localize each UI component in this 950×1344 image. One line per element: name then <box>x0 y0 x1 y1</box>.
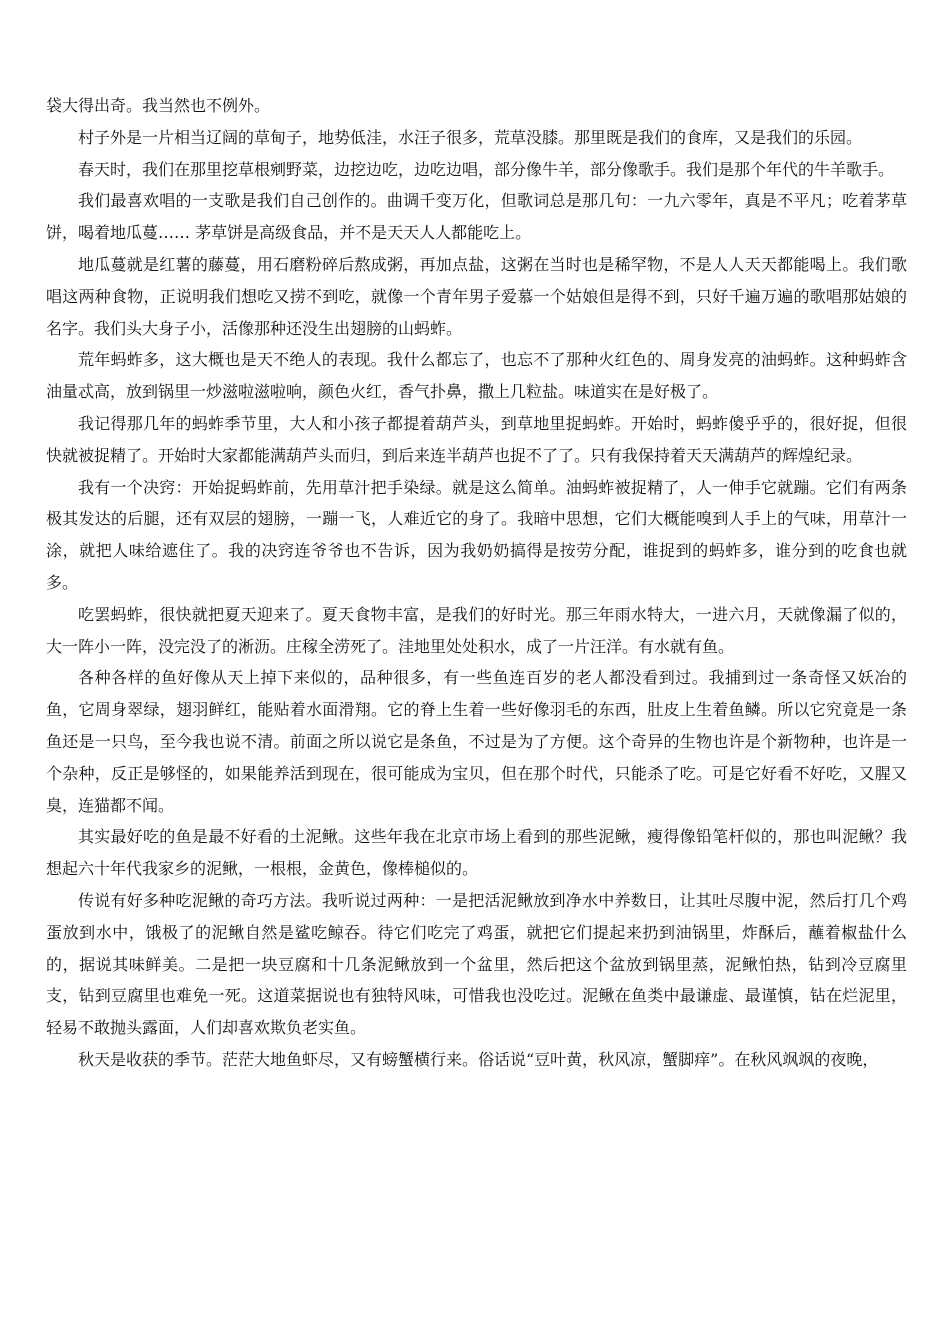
paragraph: 春天时，我们在那里挖草根剜野菜，边挖边吃，边吃边唱，部分像牛羊，部分像歌手。我们是那个年代的牛羊歌手。 <box>78 159 895 179</box>
paragraph: 我有一个决窍：开始捉蚂蚱前，先用草汁把手染绿。就是这么简单。油蚂蚱被捉精了，人一伸手它就蹦。它们有两条极其发达的后腿，还有双层的翅膀，一蹦一飞，人难近它的身了。我暗中思想，它们大概能嗅到人手上的气味，用草汁一涂，就把人味给遮住了。我的决窍连爷爷也不告诉，因为我奶奶搞得是按劳分配，谁捉到的蚂蚱多，谁分到的吃食也就多。 <box>46 477 907 592</box>
document-body <box>46 90 907 1076</box>
paragraph: 我记得那几年的蚂蚱季节里，大人和小孩子都提着葫芦头，到草地里捉蚂蚱。开始时，蚂蚱傻乎乎的，很好捉，但很快就被捉精了。开始时大家都能满葫芦头而归，到后来连半葫芦也捉不了了。只有我保持着天天满葫芦的辉煌纪录。 <box>46 413 907 465</box>
paragraph: 袋大得出奇。我当然也不例外。 <box>46 96 271 115</box>
paragraph: 传说有好多种吃泥鳅的奇巧方法。我听说过两种：一是把活泥鳅放到净水中养数日，让其吐尽腹中泥，然后打几个鸡蛋放到水中，饿极了的泥鳅自然是鲨吃鲸吞。待它们吃完了鸡蛋，就把它们提起来扔到油锅里，炸酥后，蘸着椒盐什么的，据说其味鲜美。二是把一块豆腐和十几条泥鳅放到一个盆里，然后把这个盆放到锅里蒸，泥鳅怕热，钻到冷豆腐里支，钻到豆腐里也难免一死。这道菜据说也有独特风味，可惜我也没吃过。泥鳅在鱼类中最谦虚、最谨慎，钻在烂泥里，轻易不敢抛头露面，人们却喜欢欺负老实鱼。 <box>46 890 907 1038</box>
paragraph: 我们最喜欢唱的一支歌是我们自己创作的。曲调千变万化，但歌词总是那几句：一九六零年，真是不平凡；吃着茅草饼，喝着地瓜蔓…… 茅草饼是高级食品，并不是天天人人都能吃上。 <box>46 191 907 243</box>
paragraph: 各种各样的鱼好像从天上掉下来似的，品种很多，有一些鱼连百岁的老人都没看到过。我捕到过一条奇怪又妖冶的鱼，它周身翠绿，翅羽鲜红，能贴着水面滑翔。它的脊上生着一些好像羽毛的东西，肚皮上生着鱼鳞。所以它究竟是一条鱼还是一只鸟，至今我也说不清。前面之所以说它是条鱼，不过是为了方便。这个奇异的生物也许是个新物种，也许是一个杂种，反正是够怪的，如果能养活到现在，很可能成为宝贝，但在那个时代，只能杀了吃。可是它好看不好吃，又腥又臭，连猫都不闻。 <box>46 668 907 815</box>
paragraph: 地瓜蔓就是红薯的藤蔓，用石磨粉碎后熬成粥，再加点盐，这粥在当时也是稀罕物，不是人人天天都能喝上。我们歌唱这两种食物，正说明我们想吃又捞不到吃，就像一个青年男子爱慕一个姑娘但是得不到，只好千遍万遍的歌唱那姑娘的名字。我们头大身子小，活像那种还没生出翅膀的山蚂蚱。 <box>46 254 907 338</box>
paragraph: 荒年蚂蚱多，这大概也是天不绝人的表现。我什么都忘了，也忘不了那种火红色的、周身发亮的油蚂蚱。这种蚂蚱含油量忒高，放到锅里一炒滋啦滋啦响，颜色火红，香气扑鼻，撒上几粒盐。味道实在是好极了。 <box>46 350 907 402</box>
paragraph: 其实最好吃的鱼是最不好看的土泥鳅。这些年我在北京市场上看到的那些泥鳅，瘦得像铅笔杆似的，那也叫泥鳅？我想起六十年代我家乡的泥鳅，一根根，金黄色，像棒槌似的。 <box>46 827 907 879</box>
paragraph: 秋天是收获的季节。茫茫大地鱼虾尽，又有螃蟹横行来。俗话说“豆叶黄，秋风凉，蟹脚痒”。在秋风飒飒的夜晚， <box>78 1049 879 1069</box>
paragraph: 村子外是一片相当辽阔的草甸子，地势低洼，水汪子很多，荒草没膝。那里既是我们的食库，又是我们的乐园。 <box>78 127 863 147</box>
paragraph: 吃罢蚂蚱，很快就把夏天迎来了。夏天食物丰富，是我们的好时光。那三年雨水特大，一进六月，天就像漏了似的，大一阵小一阵，没完没了的淅沥。庄稼全涝死了。洼地里处处积水，成了一片汪洋。有水就有鱼。 <box>46 604 907 656</box>
